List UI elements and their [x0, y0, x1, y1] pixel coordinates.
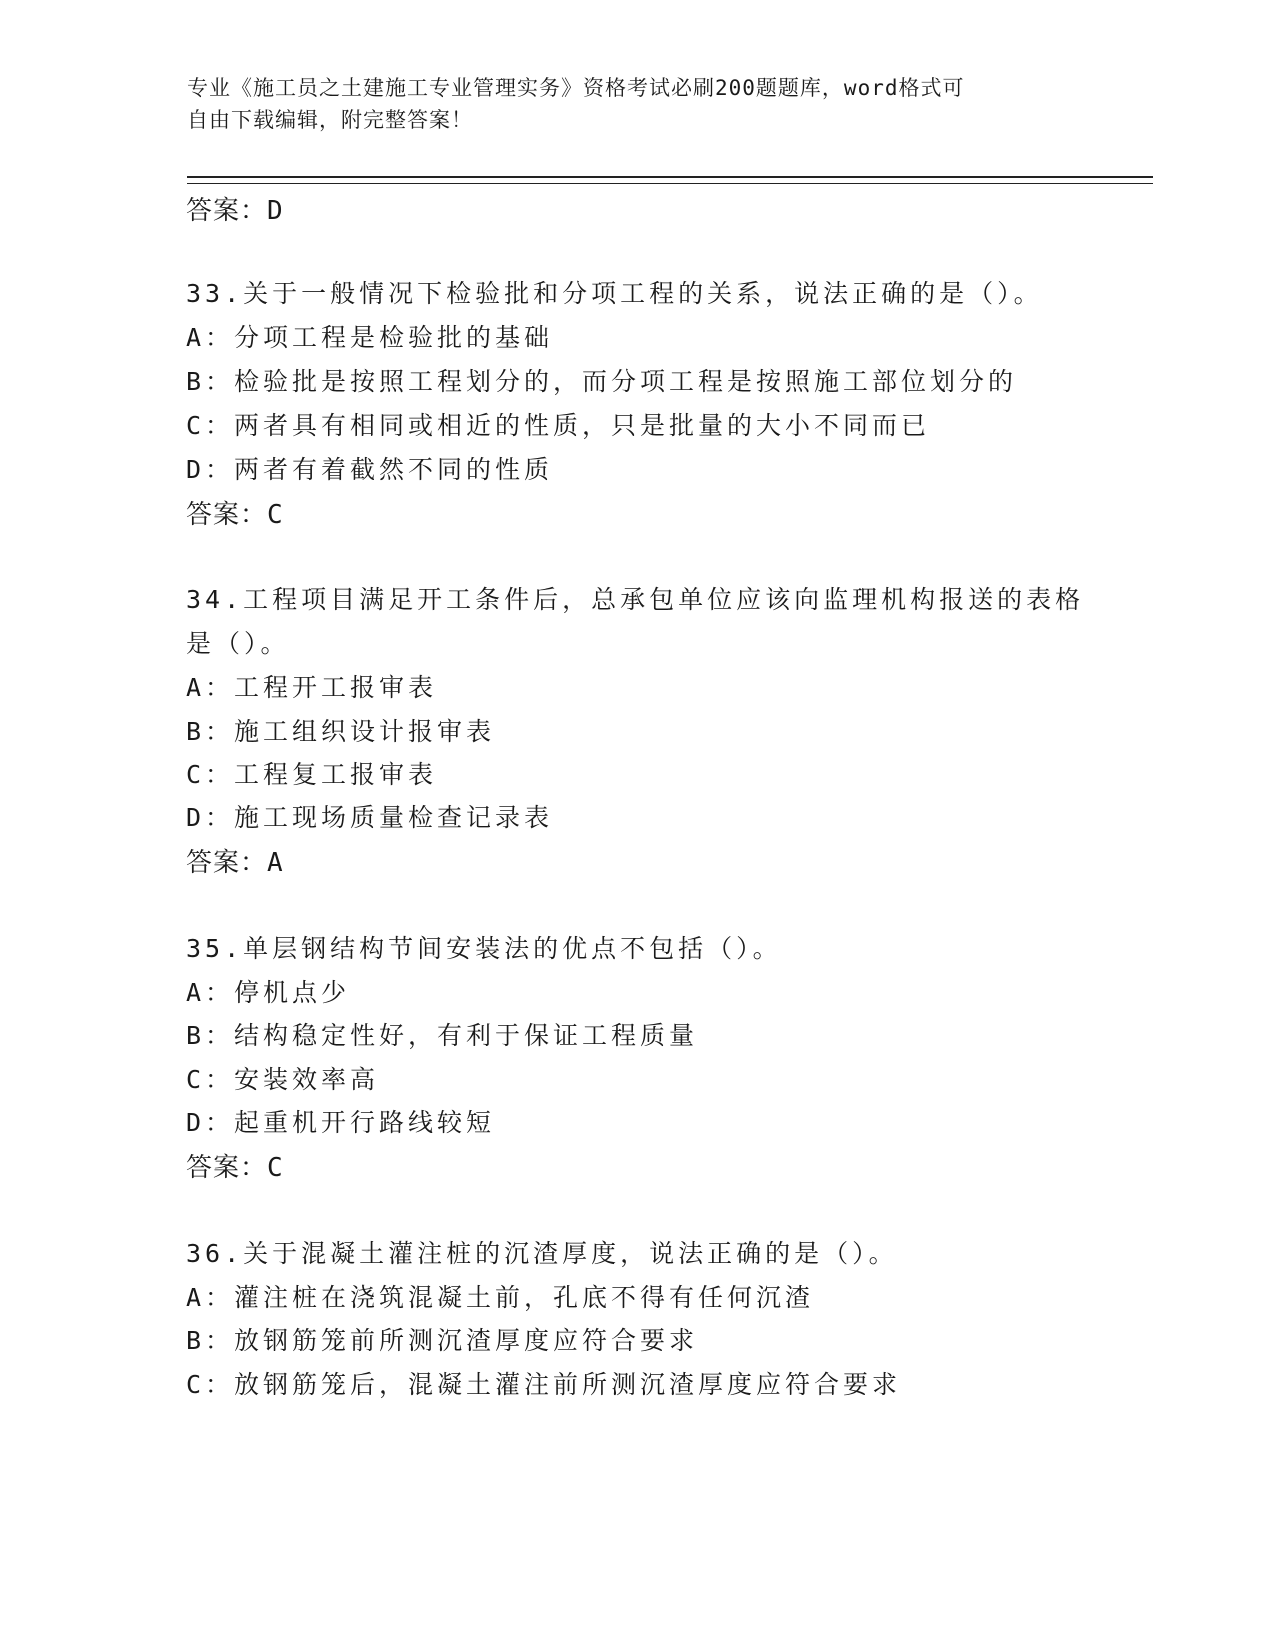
- option-c: C：放钢筋笼后，混凝土灌注前所测沉渣厚度应符合要求: [186, 1370, 902, 1399]
- option-b: B：检验批是按照工程划分的，而分项工程是按照施工部位划分的: [186, 367, 1018, 396]
- answer-line: 答案：A: [186, 848, 284, 878]
- option-d: D：施工现场质量检查记录表: [186, 803, 554, 832]
- document-header: [187, 72, 1067, 136]
- option-a: A：工程开工报审表: [186, 673, 438, 702]
- option-c: C：安装效率高: [186, 1065, 380, 1094]
- question-stem: 35.单层钢结构节间安装法的优点不包括（）。: [186, 934, 782, 963]
- header-divider-thin: [187, 183, 1153, 184]
- option-c: C：两者具有相同或相近的性质，只是批量的大小不同而已: [186, 411, 931, 440]
- option-a: A：停机点少: [186, 978, 351, 1007]
- question-stem-continued: 是（）。: [186, 629, 290, 658]
- option-b: B：放钢筋笼前所测沉渣厚度应符合要求: [186, 1326, 699, 1355]
- option-b: B：结构稳定性好，有利于保证工程质量: [186, 1021, 699, 1050]
- option-a: A：分项工程是检验批的基础: [186, 323, 554, 352]
- header-line-2: 自由下载编辑，附完整答案！: [187, 108, 473, 132]
- answer-line: 答案：C: [186, 1153, 284, 1183]
- header-divider-thick: [187, 176, 1153, 178]
- answer-line: 答案：D: [186, 196, 284, 226]
- question-stem: 34.工程项目满足开工条件后，总承包单位应该向监理机构报送的表格: [186, 585, 1085, 614]
- option-d: D：起重机开行路线较短: [186, 1108, 496, 1137]
- question-stem: 33.关于一般情况下检验批和分项工程的关系，说法正确的是（）。: [186, 279, 1043, 308]
- question-stem: 36.关于混凝土灌注桩的沉渣厚度，说法正确的是（）。: [186, 1239, 898, 1268]
- option-d: D：两者有着截然不同的性质: [186, 455, 554, 484]
- option-c: C：工程复工报审表: [186, 760, 438, 789]
- answer-line: 答案：C: [186, 500, 284, 530]
- header-line-1: 专业《施工员之土建施工专业管理实务》资格考试必刷200题题库，word格式可: [187, 76, 965, 100]
- option-a: A：灌注桩在浇筑混凝土前，孔底不得有任何沉渣: [186, 1283, 815, 1312]
- option-b: B：施工组织设计报审表: [186, 717, 496, 746]
